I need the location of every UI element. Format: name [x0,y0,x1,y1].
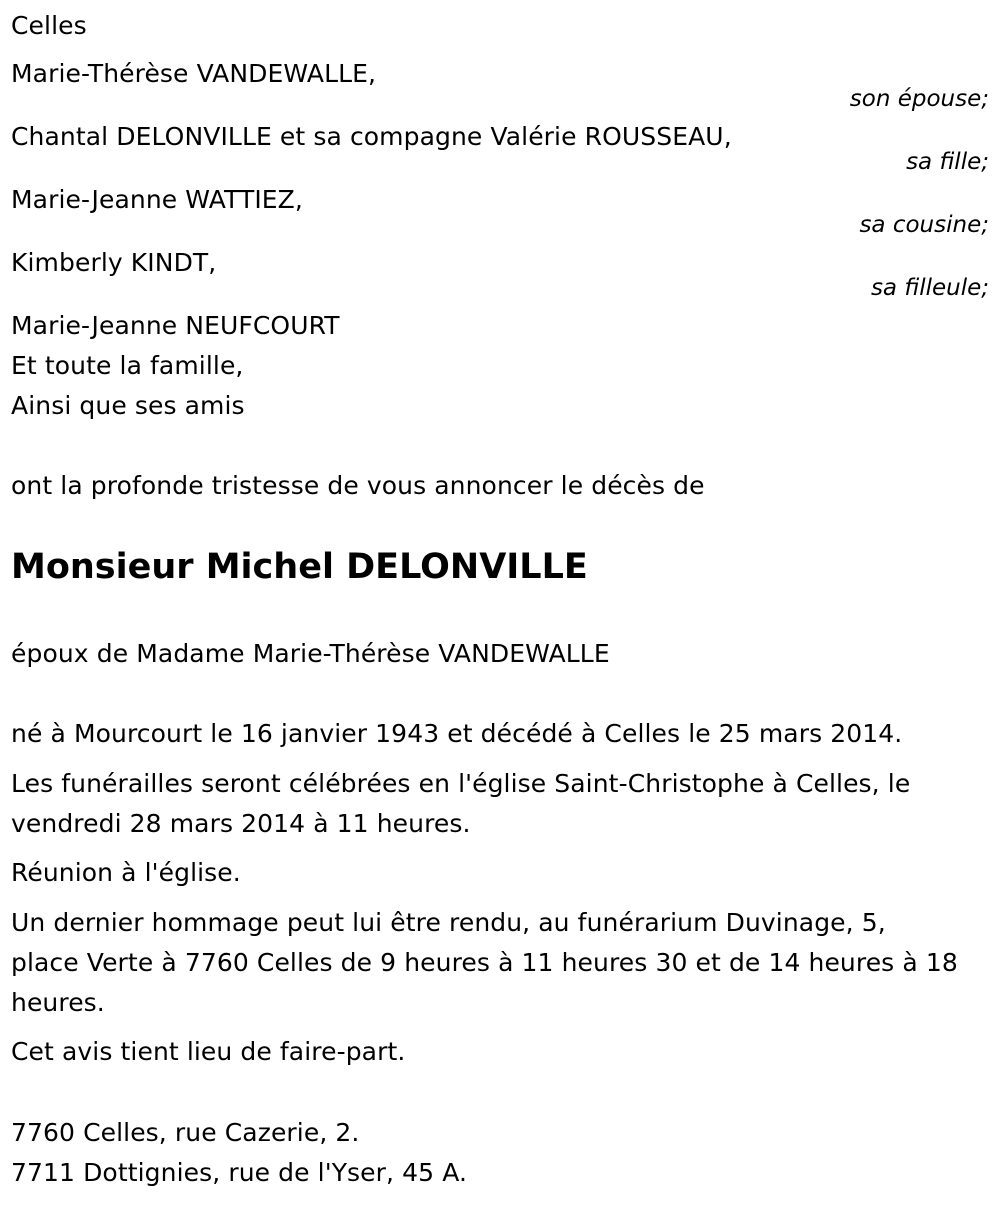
homage-line-3: heures. [11,988,105,1017]
family-relation-2: sa fille; [906,149,989,175]
friends-line: Ainsi que ses amis [11,391,245,420]
family-name-4: Kimberly KINDT, [11,248,217,277]
funeral-line-1: Les funérailles seront célébrées en l'église Saint-Christophe à Celles, le [11,769,911,798]
family-line: Et toute la famille, [11,351,244,380]
homage-line-1: Un dernier hommage peut lui être rendu, au funérarium Duvinage, 5, [11,908,886,937]
family-name-2: Chantal DELONVILLE et sa compagne Valérie ROUSSEAU, [11,122,732,151]
family-name-1: Marie-Thérèse VANDEWALLE, [11,59,377,88]
family-name-3: Marie-Jeanne WATTIEZ, [11,185,303,214]
address-2: 7711 Dottignies, rue de l'Yser, 45 A. [11,1158,468,1187]
reunion-line: Réunion à l'église. [11,858,241,887]
family-relation-1: son épouse; [849,86,989,112]
family-relation-4: sa filleule; [870,275,989,301]
announcement-text: ont la profonde tristesse de vous annoncer le décès de [11,471,705,500]
birth-death-line: né à Mourcourt le 16 janvier 1943 et décédé à Celles le 25 mars 2014. [11,719,903,748]
notice-line: Cet avis tient lieu de faire-part. [11,1037,406,1066]
homage-line-2: place Verte à 7760 Celles de 9 heures à 11 heures 30 et de 14 heures à 18 [11,948,958,977]
funeral-line-2: vendredi 28 mars 2014 à 11 heures. [11,809,471,838]
family-relation-3: sa cousine; [859,212,989,238]
address-1: 7760 Celles, rue Cazerie, 2. [11,1118,360,1147]
intro-text: Celles [11,11,87,40]
spouse-line: époux de Madame Marie-Thérèse VANDEWALLE [11,639,610,668]
deceased-name: Monsieur Michel DELONVILLE [11,547,588,587]
other-mourner: Marie-Jeanne NEUFCOURT [11,311,340,340]
